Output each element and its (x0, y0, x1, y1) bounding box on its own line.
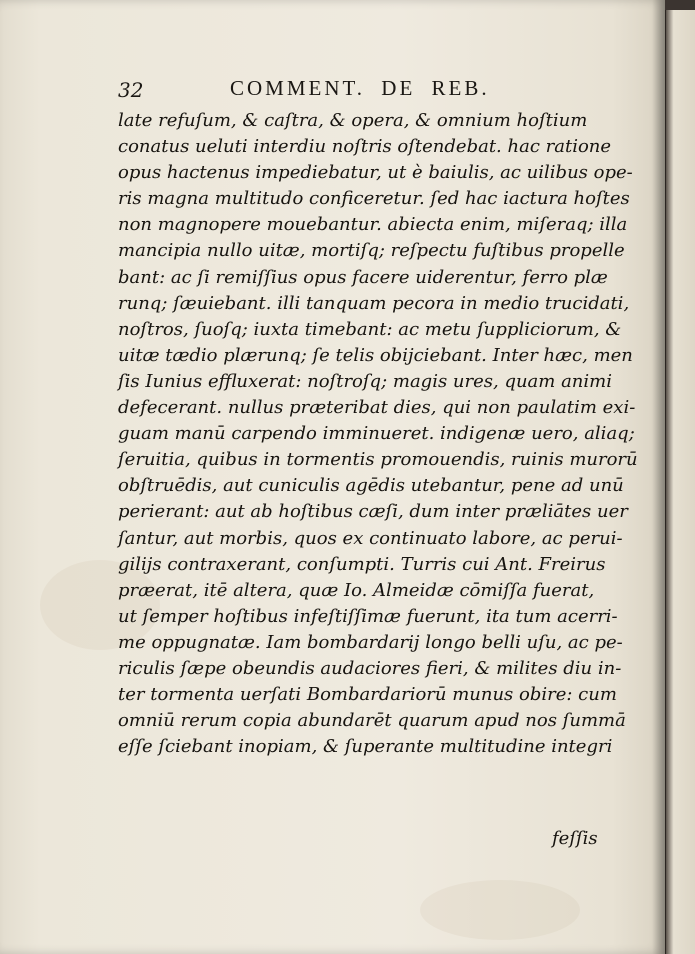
page-header (118, 76, 638, 102)
text-line: late refuſum, & caſtra, & opera, & omnium hoſtium (118, 110, 588, 131)
text-line: riculis ſæpe obeundis audaciores fieri, & milites diu in- (118, 657, 622, 679)
catchword: feſſis (552, 828, 598, 849)
paper-stain (420, 880, 580, 940)
text-line: noſtros, ſuoſq; iuxta timebant: ac metu ſuppliciorum, & (118, 318, 622, 340)
text-line: obſtruēdis, aut cuniculis agēdis utebantur, pene ad unū (118, 475, 624, 497)
text-line: non magnopere mouebantur. abiecta enim, miſeraq; illa (118, 214, 628, 236)
text-line: runq; ſæuiebant. illi tanquam pecora in medio trucidati, (118, 292, 630, 314)
text-line: ter tormenta uerſati Bombardariorū munus obire: cum (118, 684, 617, 706)
text-block (118, 108, 638, 760)
text-line: opus hactenus impediebatur, ut è baiulis, ac uilibus ope- (118, 162, 633, 184)
text-line: bant: ac ſi remiſſius opus facere uiderentur, ferro plæ (118, 266, 608, 288)
text-line: præerat, itē altera, quæ Io. Almeidæ cōmiſſa fuerat, (118, 579, 595, 601)
text-line: ſis Iunius effluxerat: noſtroſq; magis ures, quam animi (118, 370, 612, 392)
text-line: uitæ tædio plærunq; ſe telis obijciebant. Inter hæc, men (118, 344, 633, 366)
text-line: ſeruitia, quibus in tormentis promouendis, ruinis murorū (118, 449, 638, 471)
text-line: defecerant. nullus præteribat dies, qui non paulatim exi- (118, 397, 636, 419)
text-line: omniū rerum copia abundarēt quarum apud nos ſummā (118, 710, 626, 732)
text-line: ſantur, aut morbis, quos ex continuato labore, ac perui- (118, 527, 623, 549)
text-line: gilijs contraxerant, conſumpti. Turris cui Ant. Freirus (118, 553, 606, 575)
gutter-shadow (652, 0, 665, 954)
page-number: 32 (118, 78, 144, 102)
text-line: perierant: aut ab hoſtibus cæſi, dum inter præliātes uer (118, 501, 628, 523)
text-line: ris magna multitudo conficeretur. ſed hac iactura hoſtes (118, 188, 630, 210)
text-line: ut ſemper hoſtibus infeſtiſſimæ fuerunt, ita tum acerri- (118, 605, 618, 627)
text-line: mancipia nullo uitæ, mortiſq; reſpectu fuſtibus propelle (118, 240, 625, 262)
text-line: conatus ueluti interdiu noſtris oſtendebat. hac ratione (118, 136, 612, 158)
running-head: COMMENT. DE REB. (230, 76, 490, 100)
next-page-edge (665, 10, 695, 954)
text-line: me oppugnatæ. Iam bombardarij longo belli uſu, ac pe- (118, 631, 623, 653)
text-line: eſſe ſciebant inopiam, & ſuperante multitudine integri (118, 736, 613, 758)
text-line: guam manū carpendo imminueret. indigenæ uero, aliaq; (118, 423, 635, 445)
